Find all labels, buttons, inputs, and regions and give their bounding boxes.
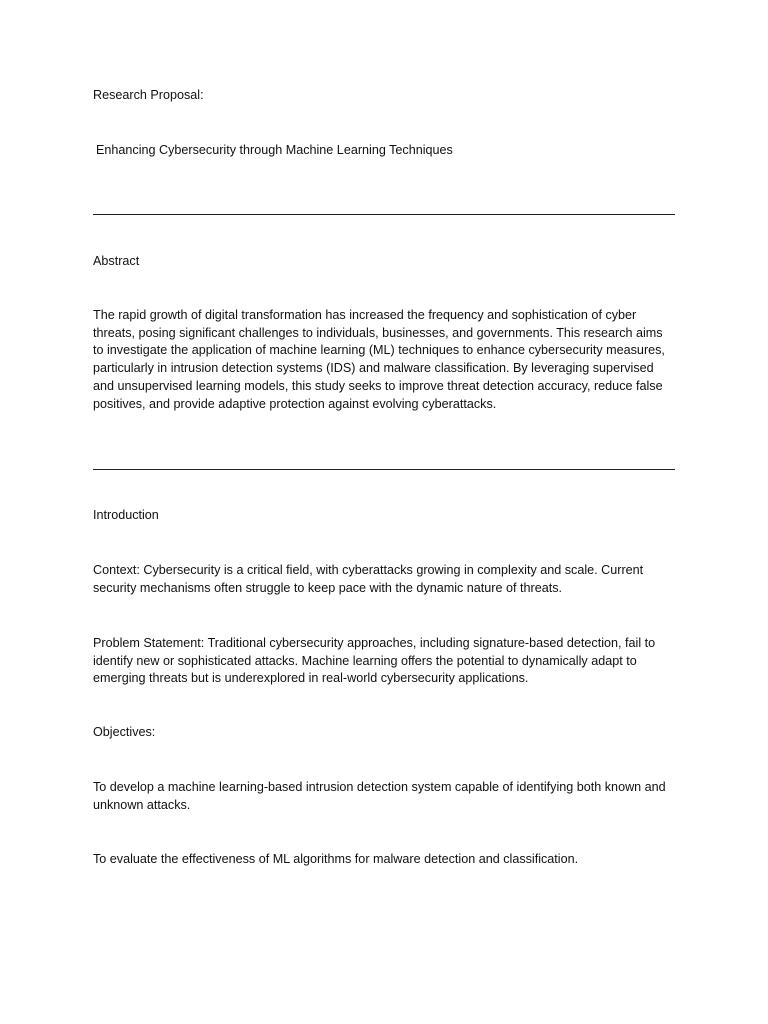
document-title: Enhancing Cybersecurity through Machine Learning Techniques — [96, 143, 453, 157]
context-paragraph: Context: Cybersecurity is a critical field, with cyberattacks growing in complexity and scale. Current security mechanisms often struggle to keep pace with the dynamic nature of threats. — [93, 563, 644, 595]
abstract-paragraph: The rapid growth of digital transformation has increased the frequency and sophistication of cyber threats, posing significant challenges to individuals, businesses, and governments. This research aims to investigate the application of machine learning (ML) techniques to enhance cybersecurity measures, particularly in intrusion detection systems (IDS) and malware classification. By leveraging supervised and unsupervised learning models, this study seeks to improve threat detection accuracy, reduce false positives, and provide adaptive protection against evolving cyberattacks. — [93, 308, 665, 411]
objective-item: To develop a machine learning-based intrusion detection system capable of identifying both known and unknown attacks. — [93, 780, 666, 812]
section-divider — [93, 469, 675, 470]
objective-item: To evaluate the effectiveness of ML algorithms for malware detection and classification. — [93, 852, 579, 866]
section-divider — [93, 214, 675, 215]
proposal-label: Research Proposal: — [93, 88, 204, 102]
introduction-heading: Introduction — [93, 508, 159, 522]
abstract-heading: Abstract — [93, 254, 140, 268]
objectives-heading: Objectives: — [93, 725, 156, 739]
problem-statement-paragraph: Problem Statement: Traditional cybersecurity approaches, including signature-based detection, fail to identify new or sophisticated attacks. Machine learning offers the potential to dynamically adapt to emerging threats but is underexplored in real-world cybersecurity applications. — [93, 636, 656, 686]
